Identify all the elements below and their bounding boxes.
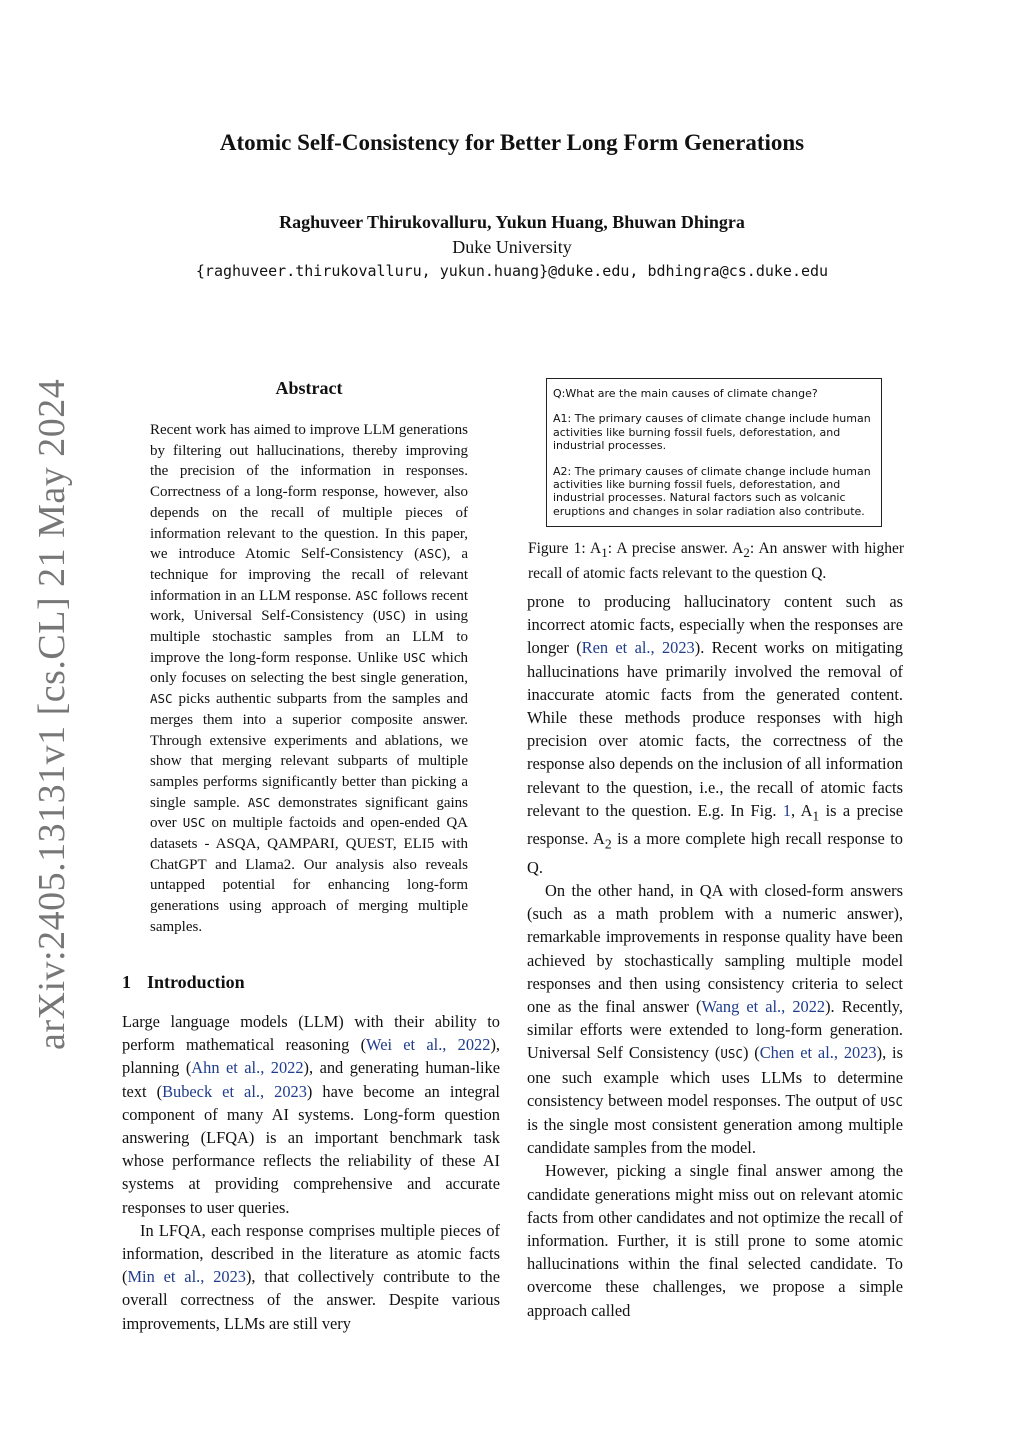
figure-1-caption: Figure 1: $A_1$: A precise answer. $A_2$: An answer with higher recall of atomic facts relevant to the question Q.	[528, 540, 904, 583]
arxiv-identifier: arXiv:2405.13131v1 [cs.CL] 21 May 2024	[31, 378, 73, 1050]
paragraph: However, picking a single final answer among the candidate generations might miss out on relevant atomic facts from other candidates and not optimize the recall of information. Further, it is still prone to some atomic hallucinations within the final selected candidate. To overcome these challenges, we propose a simple approach called	[527, 1161, 903, 1320]
paper-title: Atomic Self-Consistency for Better Long Form Generations	[219, 130, 805, 155]
figure-answer-2: A2: The primary causes of climate change include human activities like burning fossil fuels, deforestation, and industrial processes. Natural factors such as volcanic eruptions and changes in solar radiation also contribute.	[553, 464, 871, 518]
abstract-heading: Abstract	[275, 378, 343, 398]
section-heading-introduction: 1 Introduction	[122, 972, 245, 992]
citation-bubeck[interactable]: Bubeck et al., 2023	[162, 1081, 307, 1101]
figure-reference[interactable]: 1	[782, 800, 792, 820]
introduction-right-column	[527, 590, 903, 1322]
email-group[interactable]: {raghuveer.thirukovalluru, yukun.huang}@duke.edu,	[195, 262, 639, 280]
introduction-left-column	[122, 1010, 500, 1335]
paragraph: In LFQA, each response comprises multiple pieces of information, described in the literature as atomic facts (Min et al., 2023), that collectively contribute to the overall correctness of the answer. Despite various improvements, LLMs are still very	[122, 1220, 500, 1333]
paragraph: Large language models (LLM) with their ability to perform mathematical reasoning (Wei et al., 2022), planning (Ahn et al., 2022), and generating human-like text (Bubeck et al., 2023) have become an integral component of many AI systems. Long-form question answering (LFQA) is an important benchmark task whose performance reflects the reliability of these AI systems at providing comprehensive and accurate responses to user queries.	[122, 1012, 500, 1217]
citation-wei[interactable]: Wei et al., 2022	[366, 1035, 491, 1055]
paragraph: prone to producing hallucinatory content such as incorrect atomic facts, especially when the responses are longer (Ren et al., 2023). Recent works on mitigating hallucinations have primarily involved the removal of inaccurate atomic facts from the generated content. While these methods produce responses with high precision over atomic facts, the correctness of the response also depends on the inclusion of all information relevant to the question, i.e., the recall of atomic facts relevant to the question. E.g. In Fig. 1, $A_1$ is a precise response. $A_2$ is a more complete high recall response to Q.	[527, 592, 904, 877]
author-list: Raghuveer Thirukovalluru, Yukun Huang, Bhuwan Dhingra	[279, 212, 745, 232]
figure-answer-1: A1: The primary causes of climate change include human activities like burning fossil fuels, deforestation, and industrial processes.	[553, 412, 871, 453]
citation-ren[interactable]: Ren et al., 2023	[581, 638, 695, 658]
abstract-body: Recent work has aimed to improve LLM generations by filtering out hallucinations, thereby improving the precision of the information in responses. Correctness of a long-form response, however, also depends on the recall of multiple pieces of information relevant to the question. In this paper, we introduce Atomic Self-Consistency (ASC), a technique for improving the recall of relevant information in an LLM response. ASC follows recent work, Universal Self-Consistency (USC) in using multiple stochastic samples from an LLM to improve the long-form response. Unlike USC which only focuses on selecting the best single generation, ASC picks authentic subparts from the samples and merges them into a superior composite answer. Through extensive experiments and ablations, we show that merging relevant subparts of multiple samples performs significantly better than picking a single sample. ASC demonstrates significant gains over USC on multiple factoids and open-ended QA datasets - ASQA, QAMPARI, QUEST, ELI5 with ChatGPT and Llama2. Our analysis also reveals untapped potential for enhancing long-form generations using approach of merging multiple samples.	[150, 422, 469, 935]
figure-1-box	[546, 378, 882, 527]
paragraph: On the other hand, in QA with closed-form answers (such as a math problem with a numeric answer), remarkable improvements in response quality have been achieved by stochastically sampling multiple model responses and then using consistency criteria to select one as the final answer (Wang et al., 2022). Recently, similar efforts were extended to long-form generation. Universal Self Consistency (USC) (Chen et al., 2023), is one such example which uses LLMs to determine consistency between model responses. The output of USC is the single most consistent generation among multiple candidate samples from the model.	[527, 881, 903, 1158]
email-single[interactable]: bdhingra@cs.duke.edu	[647, 262, 829, 280]
author-emails	[0, 262, 1024, 280]
citation-chen[interactable]: Chen et al., 2023	[759, 1043, 877, 1063]
citation-min[interactable]: Min et al., 2023	[127, 1267, 246, 1287]
figure-question: Q:What are the main causes of climate change?	[553, 387, 818, 400]
affiliation: Duke University	[452, 237, 572, 257]
citation-ahn[interactable]: Ahn et al., 2022	[191, 1058, 304, 1078]
citation-wang[interactable]: Wang et al., 2022	[701, 997, 826, 1017]
